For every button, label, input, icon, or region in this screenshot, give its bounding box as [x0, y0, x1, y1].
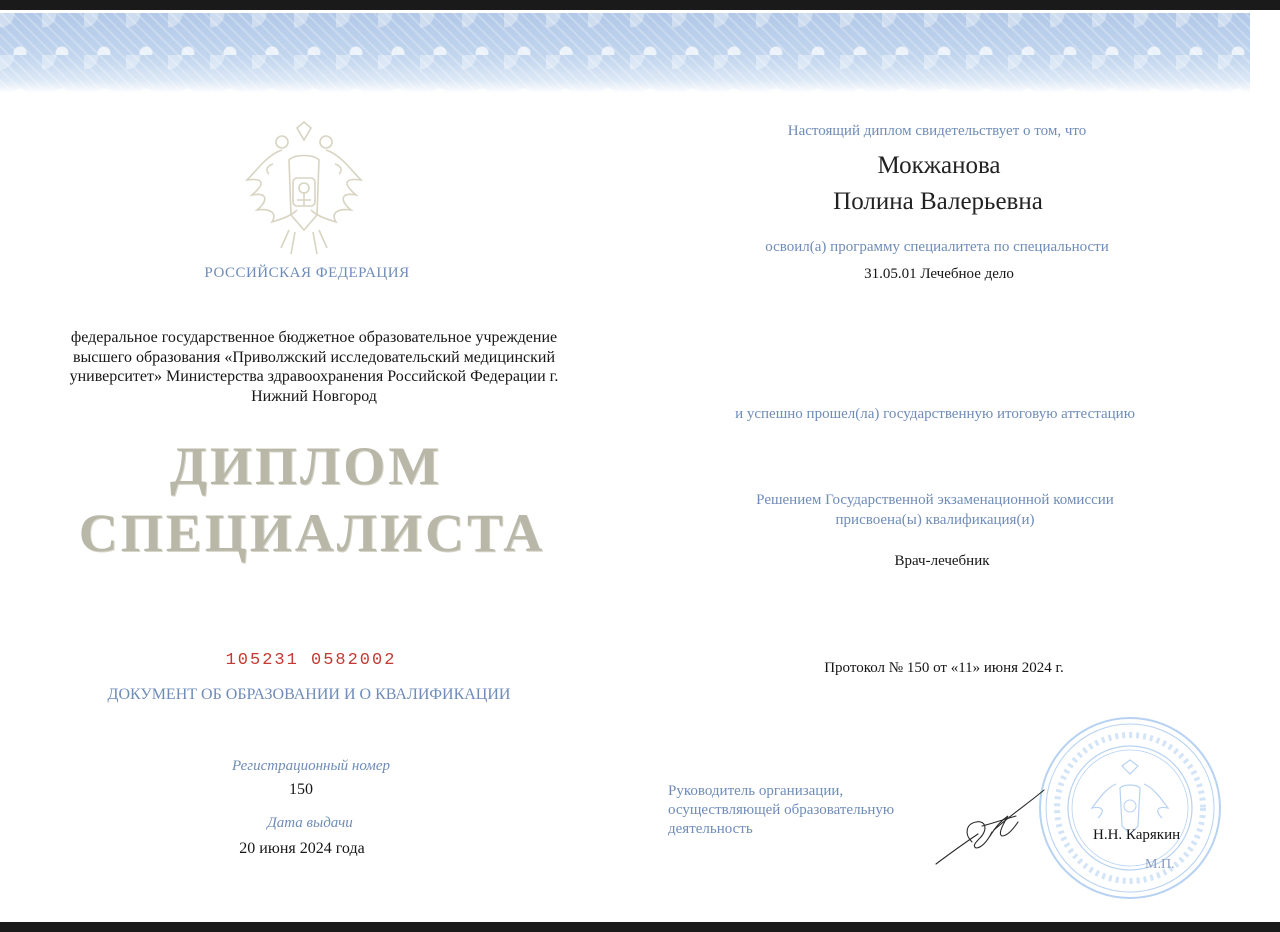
attestation-passed-label: и успешно прошел(ла) государственную итоговую аттестацию	[735, 406, 1135, 422]
commission-decision-line1: Решением Государственной экзаменационной комиссии	[756, 492, 1114, 508]
decorative-pattern-band	[0, 13, 1250, 93]
registration-number-value: 150	[289, 781, 313, 798]
qualification-value: Врач-лечебник	[894, 553, 990, 569]
signature-icon	[932, 786, 1050, 868]
program-label: освоил(а) программу специалитета по специальности	[765, 239, 1109, 255]
protocol-line: Протокол № 150 от «11» июня 2024 г.	[824, 660, 1064, 676]
commission-decision-line2: присвоена(ы) квалификация(и)	[835, 512, 1035, 528]
program-value: 31.05.01 Лечебное дело	[864, 266, 1014, 282]
registration-number-label: Регистрационный номер	[231, 758, 391, 774]
serial-number: 105231 0582002	[225, 651, 397, 670]
diploma-title-line2: СПЕЦИАЛИСТА	[78, 503, 546, 563]
document-type-label: ДОКУМЕНТ ОБ ОБРАЗОВАНИИ И О КВАЛИФИКАЦИИ	[107, 686, 511, 703]
seal-icon	[1036, 714, 1224, 902]
head-name: Н.Н. Карякин	[1093, 827, 1181, 843]
graduate-name-patronymic: Полина Валерьевна	[833, 188, 1043, 215]
diploma-title-line1: ДИПЛОМ	[169, 436, 443, 496]
emblem-icon	[237, 120, 371, 258]
seal-place-label: М.П.	[1145, 857, 1175, 872]
issue-date-value: 20 июня 2024 года	[239, 840, 365, 857]
graduate-surname: Мокжанова	[877, 152, 1001, 179]
country-label: РОССИЙСКАЯ ФЕДЕРАЦИЯ	[204, 265, 410, 281]
head-label-line2: осуществляющей образовательную	[668, 802, 895, 818]
head-of-organization-label	[668, 782, 894, 839]
institution-name: федеральное государственное бюджетное образовательное учреждение высшего образования «Приволжский исследовательский медицинский университет» Министерства здравоохранения Российской Федерации г. Нижний Новгород	[69, 329, 559, 405]
issue-date-label: Дата выдачи	[267, 815, 353, 831]
diploma-page	[0, 10, 1280, 922]
head-label-line1: Руководитель организации,	[668, 783, 844, 799]
head-label-line3: деятельность	[668, 821, 753, 837]
attestation-intro: Настоящий диплом свидетельствует о том, что	[787, 123, 1087, 139]
